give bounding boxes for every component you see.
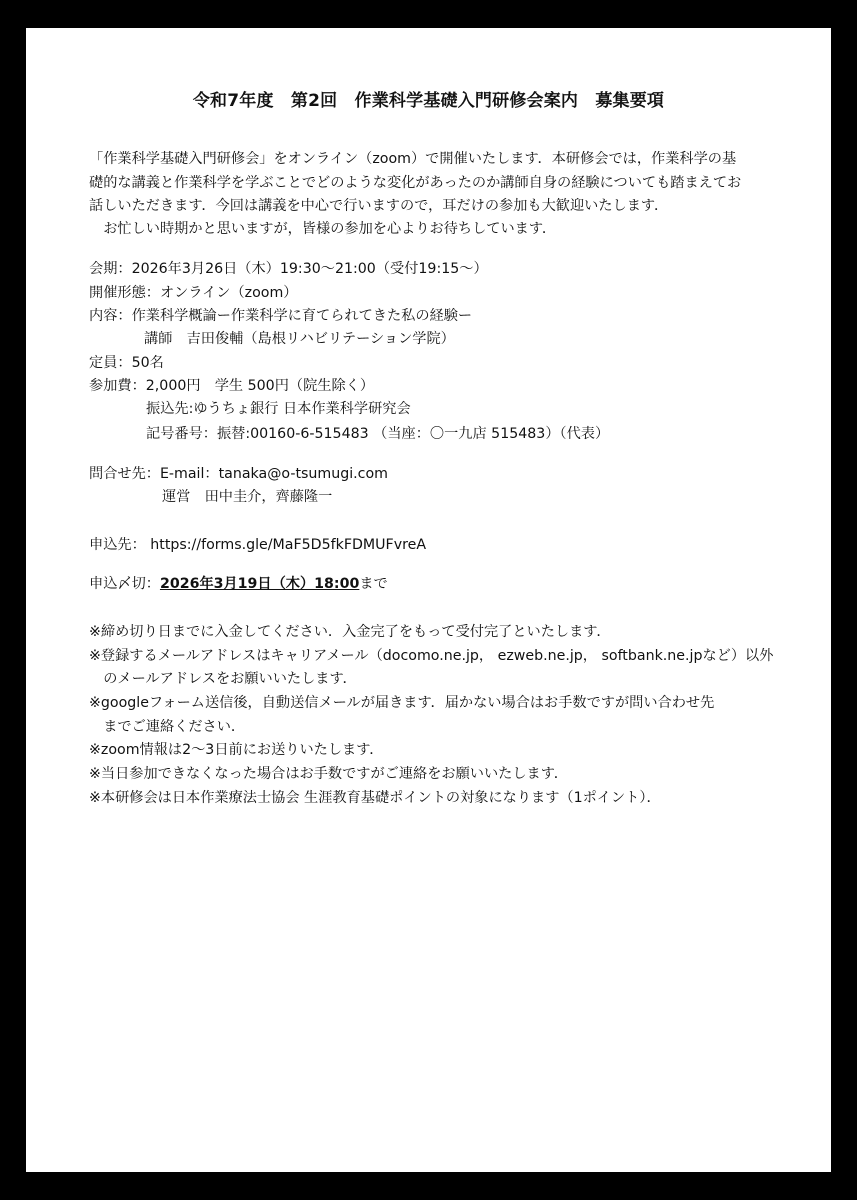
note-item: ※締め切り日までに入金してください．入金完了をもって受付完了といたします． [89, 624, 611, 640]
deadline [89, 574, 388, 594]
application-link[interactable]: 申込先： https://forms.gle/MaF5D5fkFDMUFvreA [89, 537, 427, 553]
detail-capacity: 定員：50名 [89, 355, 164, 371]
page-title: 令和7年度 第2回 作業科学基礎入門研修会案内 募集要項 [192, 91, 665, 111]
detail-lecturer: 講師 吉田俊輔（島根リハビリテーション学院） [144, 331, 455, 347]
contact-email: 問合せ先：E-mail：tanaka@o-tsumugi.com [89, 466, 388, 482]
deadline-date: 2026年3月19日（木）18:00 [159, 576, 360, 592]
intro-line: 話しいただきます．今回は講義を中心で行いますので，耳だけの参加も大歓迎いたします． [89, 198, 669, 214]
note-item: ※zoom情報は2〜3日前にお送りいたします． [89, 742, 384, 758]
detail-content: 内容：作業科学概論ー作業科学に育てられてきた私の経験ー [89, 308, 473, 324]
intro-line: 礎的な講義と作業科学を学ぶことでどのような変化があったのか講師自身の経験についても踏まえてお [89, 175, 742, 191]
note-item: ※当日参加できなくなった場合はお手数ですがご連絡をお願いいたします． [89, 766, 568, 782]
detail-date: 会期：2026年3月26日（木）19:30〜21:00（受付19:15〜） [89, 261, 488, 277]
detail-format: 開催形態：オンライン（zoom） [89, 285, 298, 301]
note-item: までご連絡ください． [89, 719, 246, 735]
detail-fee: 参加費：2,000円 学生 500円（院生除く） [89, 378, 375, 394]
deadline-label: 申込〆切： [89, 576, 160, 592]
note-item: のメールアドレスをお願いいたします． [89, 671, 357, 687]
document-page [26, 28, 831, 1172]
note-item: ※本研修会は日本作業療法士協会 生涯教育基礎ポイントの対象になります（1ポイント）． [89, 790, 661, 806]
detail-transfer: 振込先:ゆうちょ銀行 日本作業科学研究会 [146, 401, 411, 417]
intro-line: お忙しい時期かと思いますが，皆様の参加を心よりお待ちしています． [89, 221, 557, 237]
intro-line: 「作業科学基礎入門研修会」をオンライン（zoom）で開催いたします．本研修会では，作業科学の基 [89, 151, 737, 167]
deadline-suffix: まで [359, 576, 388, 592]
contact-staff: 運営 田中圭介，齊藤隆一 [162, 489, 333, 505]
note-item: ※googleフォーム送信後，自動送信メールが届きます．届かない場合はお手数ですが問い合わせ先 [89, 695, 715, 711]
detail-account: 記号番号：振替:00160-6-515483 （当座：〇一九店 515483）（代表） [146, 426, 610, 442]
note-item: ※登録するメールアドレスはキャリアメール（docomo.ne.jp， ezweb.ne.jp， softbank.ne.jpなど）以外 [89, 648, 774, 664]
